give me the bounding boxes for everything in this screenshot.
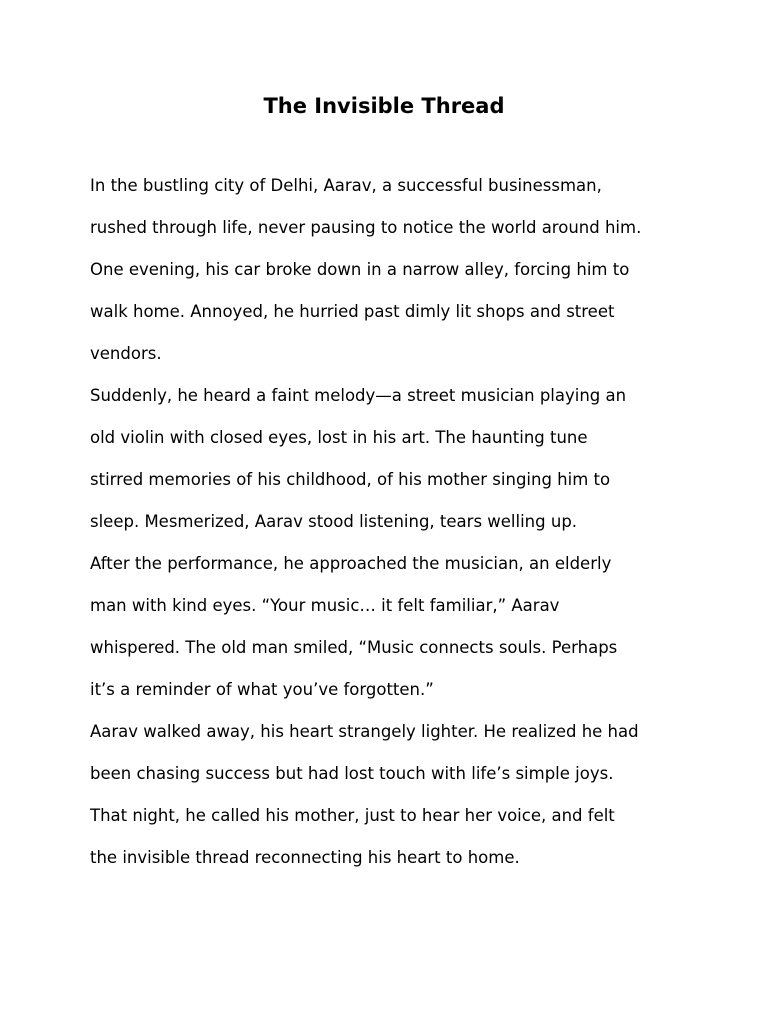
text-line: vendors. bbox=[90, 344, 162, 363]
document-body bbox=[90, 171, 690, 885]
text-line: walk home. Annoyed, he hurried past dimly lit shops and street bbox=[90, 302, 615, 321]
text-line: That night, he called his mother, just to hear her voice, and felt bbox=[90, 806, 615, 825]
text-line: One evening, his car broke down in a narrow alley, forcing him to bbox=[90, 260, 630, 279]
text-line: sleep. Mesmerized, Aarav stood listening, tears welling up. bbox=[90, 512, 578, 531]
text-line: whispered. The old man smiled, “Music connects souls. Perhaps bbox=[90, 638, 618, 657]
text-line: rushed through life, never pausing to notice the world around him. bbox=[90, 218, 642, 237]
text-line: old violin with closed eyes, lost in his art. The haunting tune bbox=[90, 428, 588, 447]
text-line: stirred memories of his childhood, of his mother singing him to bbox=[90, 470, 611, 489]
text-line: man with kind eyes. “Your music… it felt familiar,” Aarav bbox=[90, 596, 560, 615]
text-line: In the bustling city of Delhi, Aarav, a successful businessman, bbox=[90, 176, 602, 195]
document-title: The Invisible Thread bbox=[263, 94, 505, 118]
text-line: Suddenly, he heard a faint melody—a street musician playing an bbox=[90, 386, 627, 405]
text-line: After the performance, he approached the musician, an elderly bbox=[90, 554, 612, 573]
text-line: the invisible thread reconnecting his heart to home. bbox=[90, 848, 520, 867]
text-line: it’s a reminder of what you’ve forgotten.” bbox=[90, 680, 434, 699]
text-line: been chasing success but had lost touch with life’s simple joys. bbox=[90, 764, 614, 783]
text-line: Aarav walked away, his heart strangely lighter. He realized he had bbox=[90, 722, 639, 741]
